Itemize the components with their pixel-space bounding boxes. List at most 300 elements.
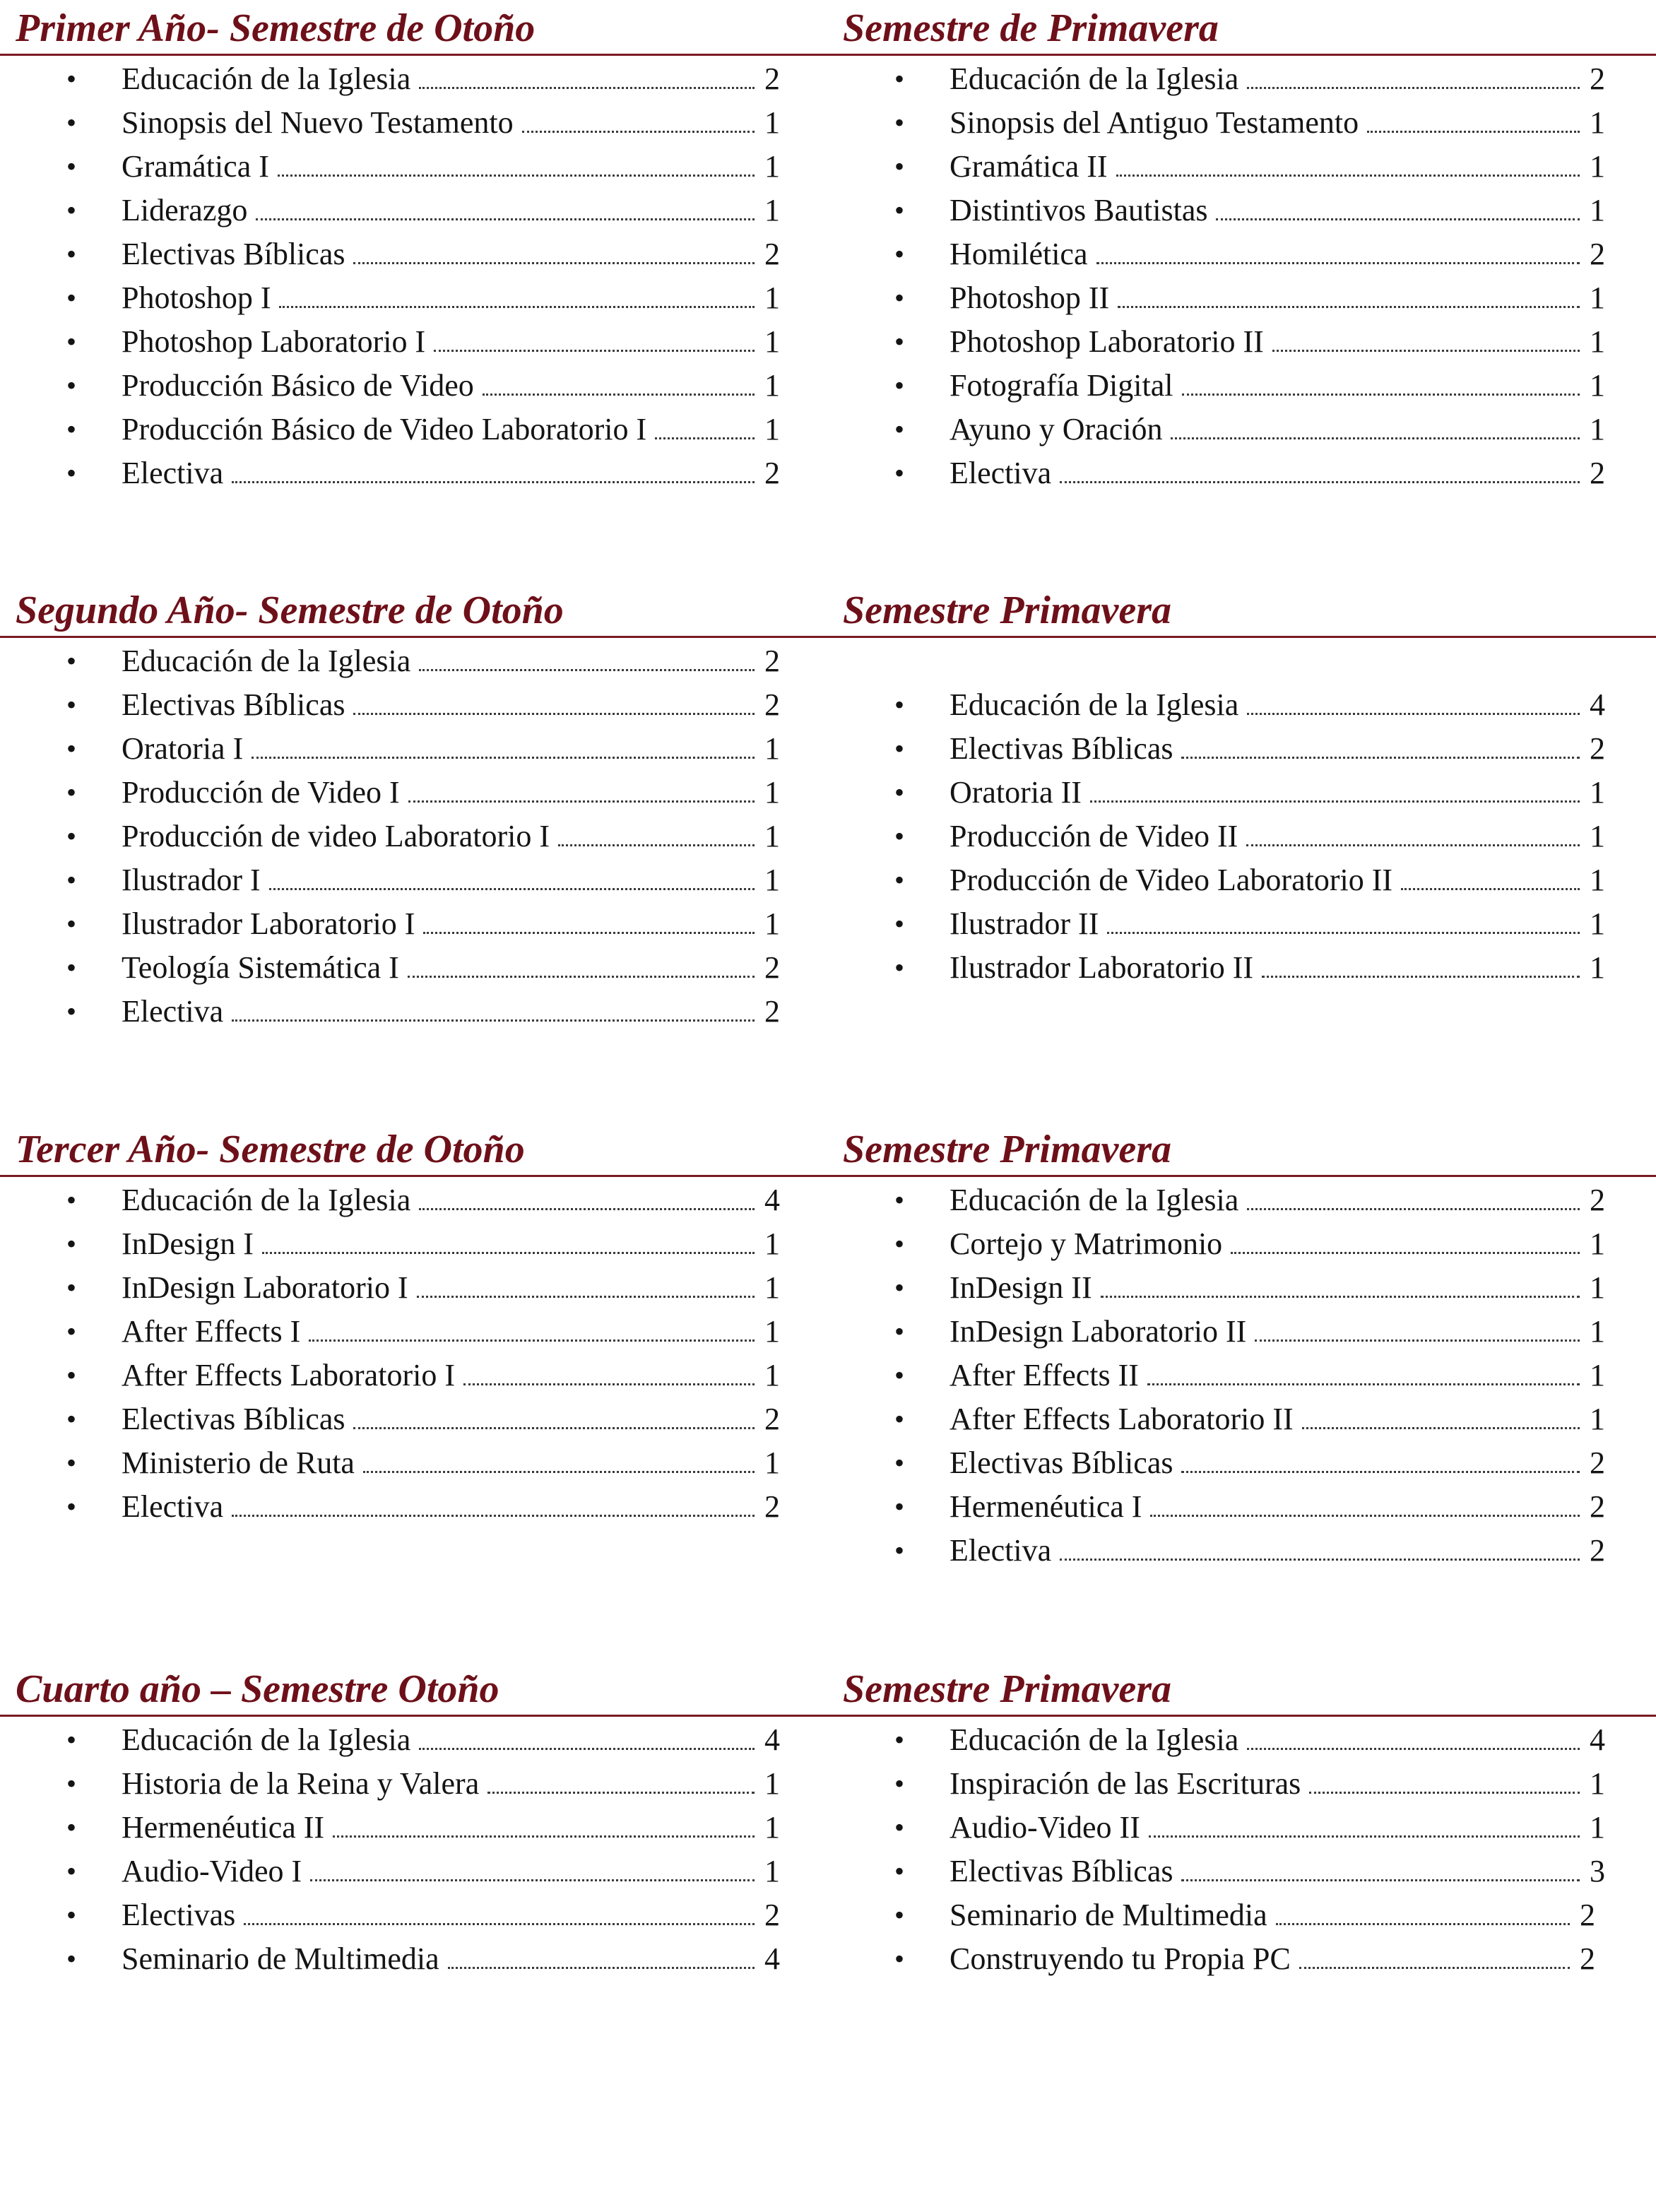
dot-leader [333, 1835, 755, 1838]
course-name: Seminario de Multimedia [122, 1941, 439, 1976]
course-item [0, 1893, 828, 1937]
course-credits: 1 [764, 906, 780, 941]
course-item [0, 771, 828, 815]
dot-leader [1096, 262, 1580, 264]
course-credits: 1 [1590, 906, 1605, 941]
course-credits: 1 [764, 1854, 780, 1888]
bullet-icon: • [66, 282, 77, 314]
course-name: Educación de la Iglesia [950, 61, 1239, 96]
course-name: Electiva [950, 1533, 1052, 1568]
dot-leader [252, 757, 755, 759]
course-credits: 1 [764, 1314, 780, 1349]
dot-leader [434, 350, 755, 352]
course-item [0, 1485, 828, 1529]
dot-leader [353, 262, 755, 264]
dot-leader [419, 1208, 755, 1210]
course-item [0, 320, 828, 364]
course-credits: 4 [764, 1941, 780, 1976]
course-item [0, 1354, 828, 1397]
dot-leader [232, 1515, 755, 1517]
course-name: Audio-Video I [122, 1854, 302, 1888]
dot-leader [1101, 1296, 1580, 1298]
heading-divider [0, 54, 1656, 56]
course-item [828, 1178, 1656, 1222]
course-credits: 2 [1590, 456, 1605, 490]
spring-course-list [828, 1718, 1656, 1981]
course-item [0, 639, 828, 683]
bullet-icon: • [894, 776, 905, 808]
course-name: Producción de video Laboratorio I [122, 819, 550, 853]
bullet-icon: • [894, 864, 905, 896]
bullet-icon: • [66, 1184, 77, 1216]
course-name: Producción de Video II [950, 819, 1238, 853]
course-item [0, 232, 828, 276]
course-name: Producción Básico de Video [122, 368, 474, 403]
dot-leader [558, 844, 755, 846]
dot-leader [1182, 394, 1580, 396]
dot-leader [363, 1471, 755, 1473]
course-item [828, 1310, 1656, 1354]
dot-leader [483, 394, 755, 396]
dot-leader [419, 87, 755, 89]
course-credits: 2 [764, 1489, 780, 1524]
bullet-icon: • [66, 150, 77, 182]
course-name: Historia de la Reina y Valera [122, 1766, 480, 1801]
course-item [0, 1806, 828, 1850]
dot-leader [522, 131, 755, 133]
course-item [828, 451, 1656, 495]
course-name: Homilética [950, 237, 1088, 271]
course-item [828, 232, 1656, 276]
fall-semester-heading: Tercer Año- Semestre de Otoño [16, 1128, 525, 1171]
course-credits: 2 [1590, 1183, 1605, 1217]
course-item [0, 364, 828, 408]
dot-leader [1262, 976, 1580, 978]
course-name: Sinopsis del Antiguo Testamento [950, 105, 1359, 140]
course-item [828, 1397, 1656, 1441]
course-credits: 1 [764, 1270, 780, 1305]
course-name: Seminario de Multimedia [950, 1898, 1267, 1932]
dot-leader [1216, 218, 1580, 220]
bullet-icon: • [66, 645, 77, 677]
fall-course-list [0, 1178, 828, 1529]
dot-leader [232, 1019, 755, 1022]
bullet-icon: • [894, 238, 905, 270]
bullet-icon: • [66, 995, 77, 1027]
course-name: Educación de la Iglesia [122, 1183, 411, 1217]
course-item [828, 902, 1656, 946]
bullet-icon: • [66, 238, 77, 270]
dot-leader [1147, 1383, 1580, 1385]
course-name: Electiva [950, 456, 1052, 490]
course-item [0, 1266, 828, 1310]
course-credits: 4 [764, 1183, 780, 1217]
course-name: Audio-Video II [950, 1810, 1140, 1845]
dot-leader [309, 1339, 755, 1342]
course-item [828, 683, 1656, 727]
course-item [828, 946, 1656, 990]
bullet-icon: • [894, 1491, 905, 1522]
bullet-icon: • [894, 820, 905, 852]
dot-leader [1247, 87, 1580, 89]
course-credits: 4 [1590, 687, 1605, 722]
dot-leader [1060, 1559, 1580, 1561]
course-item [828, 727, 1656, 771]
course-name: Oratoria II [950, 775, 1082, 810]
course-name: Electivas Bíblicas [950, 1854, 1173, 1888]
bullet-icon: • [66, 1943, 77, 1975]
course-item [828, 1529, 1656, 1573]
dot-leader [1107, 932, 1580, 934]
course-name: Electiva [122, 1489, 224, 1524]
bullet-icon: • [894, 1403, 905, 1435]
course-item [0, 1178, 828, 1222]
course-credits: 1 [1590, 819, 1605, 853]
bullet-icon: • [66, 1228, 77, 1260]
bullet-icon: • [66, 1359, 77, 1391]
dot-leader [408, 800, 755, 803]
heading-divider [0, 1715, 1656, 1717]
bullet-icon: • [894, 1768, 905, 1799]
dot-leader [1276, 1923, 1570, 1925]
course-name: After Effects I [122, 1314, 301, 1349]
dot-leader [1231, 1252, 1580, 1254]
dot-leader [269, 888, 755, 890]
course-item [828, 1850, 1656, 1893]
bullet-icon: • [66, 1768, 77, 1799]
bullet-icon: • [66, 1403, 77, 1435]
dot-leader [1247, 713, 1580, 715]
course-credits: 1 [764, 105, 780, 140]
dot-leader [1272, 350, 1580, 352]
bullet-icon: • [66, 107, 77, 138]
bullet-icon: • [894, 369, 905, 401]
course-name: Educación de la Iglesia [950, 1183, 1239, 1217]
bullet-icon: • [66, 369, 77, 401]
course-item [0, 1937, 828, 1981]
course-credits: 1 [1590, 950, 1605, 985]
bullet-icon: • [66, 413, 77, 445]
bullet-icon: • [894, 733, 905, 764]
course-name: Photoshop II [950, 280, 1110, 315]
dot-leader [419, 1748, 755, 1750]
course-credits: 1 [1590, 280, 1605, 315]
bullet-icon: • [894, 908, 905, 940]
course-credits: 2 [1590, 61, 1605, 96]
course-name: Oratoria I [122, 731, 244, 766]
course-item [0, 408, 828, 451]
bullet-icon: • [66, 733, 77, 764]
course-credits: 2 [764, 994, 780, 1029]
bullet-icon: • [66, 1491, 77, 1522]
course-item [0, 990, 828, 1034]
course-name: After Effects Laboratorio II [950, 1402, 1294, 1436]
course-name: Ilustrador I [122, 863, 261, 897]
course-credits: 2 [764, 1402, 780, 1436]
course-credits: 1 [1590, 1314, 1605, 1349]
course-name: Producción Básico de Video Laboratorio I [122, 412, 647, 446]
course-credits: 3 [1590, 1854, 1605, 1888]
course-credits: 2 [764, 1898, 780, 1932]
spring-course-list [828, 57, 1656, 495]
bullet-icon: • [66, 1447, 77, 1479]
dot-leader [1181, 757, 1580, 759]
course-credits: 2 [764, 456, 780, 490]
dot-leader [1116, 175, 1580, 177]
course-name: Ministerio de Ruta [122, 1445, 355, 1480]
dot-leader [1255, 1339, 1580, 1342]
bullet-icon: • [894, 194, 905, 226]
course-name: Electiva [122, 456, 224, 490]
course-name: Photoshop Laboratorio II [950, 324, 1264, 359]
dot-leader [1171, 437, 1580, 439]
course-item [0, 101, 828, 145]
course-item [828, 145, 1656, 189]
course-credits: 1 [1590, 324, 1605, 359]
spring-semester-heading: Semestre Primavera [843, 1667, 1172, 1711]
bullet-icon: • [894, 689, 905, 721]
course-name: Distintivos Bautistas [950, 193, 1208, 227]
semester-section [0, 0, 1656, 551]
dot-leader [1090, 800, 1580, 803]
course-item [828, 771, 1656, 815]
course-item [0, 858, 828, 902]
dot-leader [1401, 888, 1580, 890]
course-item [828, 1937, 1656, 1981]
course-credits: 1 [764, 775, 780, 810]
semester-section [0, 1121, 1656, 1672]
bullet-icon: • [894, 1724, 905, 1756]
course-item [0, 189, 828, 232]
course-item [828, 1762, 1656, 1806]
course-credits: 1 [764, 819, 780, 853]
course-credits: 1 [764, 193, 780, 227]
bullet-icon: • [894, 1447, 905, 1479]
course-name: Photoshop I [122, 280, 271, 315]
course-name: InDesign Laboratorio I [122, 1270, 408, 1305]
bullet-icon: • [894, 1359, 905, 1391]
bullet-icon: • [66, 1899, 77, 1931]
course-item [0, 1718, 828, 1762]
course-name: Electivas Bíblicas [122, 687, 345, 722]
course-credits: 1 [764, 412, 780, 446]
course-name: InDesign I [122, 1226, 254, 1261]
course-item [828, 408, 1656, 451]
bullet-icon: • [66, 1272, 77, 1303]
course-item [828, 320, 1656, 364]
course-name: Liderazgo [122, 193, 248, 227]
course-name: Photoshop Laboratorio I [122, 324, 426, 359]
course-credits: 4 [1590, 1722, 1605, 1757]
dot-leader [1247, 1748, 1580, 1750]
course-name: Electivas Bíblicas [950, 1445, 1173, 1480]
bullet-icon: • [894, 1899, 905, 1931]
dot-leader [1181, 1879, 1580, 1881]
course-credits: 1 [1590, 775, 1605, 810]
course-item [828, 189, 1656, 232]
course-credits: 2 [764, 237, 780, 271]
course-credits: 1 [1590, 1270, 1605, 1305]
course-name: Ilustrador Laboratorio II [950, 950, 1254, 985]
course-item [0, 815, 828, 858]
course-credits: 1 [764, 1445, 780, 1480]
dot-leader [655, 437, 755, 439]
course-item [828, 1266, 1656, 1310]
course-name: Construyendo tu Propia PC [950, 1941, 1291, 1976]
course-item [828, 1806, 1656, 1850]
course-item [0, 727, 828, 771]
course-name: Fotografía Digital [950, 368, 1173, 403]
course-credits: 1 [1590, 105, 1605, 140]
heading-divider [0, 1175, 1656, 1177]
bullet-icon: • [894, 1315, 905, 1347]
bullet-icon: • [66, 952, 77, 983]
course-credits: 1 [764, 1766, 780, 1801]
course-name: Hermenéutica I [950, 1489, 1142, 1524]
dot-leader [1150, 1515, 1580, 1517]
course-item [828, 1222, 1656, 1266]
bullet-icon: • [894, 413, 905, 445]
dot-leader [310, 1879, 755, 1881]
bullet-icon: • [894, 1855, 905, 1887]
course-credits: 2 [764, 687, 780, 722]
course-credits: 1 [1590, 1226, 1605, 1261]
course-item [0, 276, 828, 320]
spring-semester-heading: Semestre de Primavera [843, 6, 1219, 50]
course-name: Producción de Video Laboratorio II [950, 863, 1393, 897]
course-item [0, 145, 828, 189]
bullet-icon: • [66, 1855, 77, 1887]
bullet-icon: • [66, 326, 77, 357]
course-name: Electivas [122, 1898, 236, 1932]
course-item [828, 1893, 1656, 1937]
course-item [0, 1850, 828, 1893]
dot-leader [463, 1383, 755, 1385]
fall-semester-heading: Cuarto año – Semestre Otoño [16, 1667, 499, 1711]
course-credits: 1 [1590, 368, 1605, 403]
bullet-icon: • [894, 150, 905, 182]
course-name: Teología Sistemática I [122, 950, 399, 985]
course-name: Sinopsis del Nuevo Testamento [122, 105, 514, 140]
dot-leader [419, 669, 755, 671]
course-credits: 2 [1590, 731, 1605, 766]
dot-leader [1309, 1792, 1580, 1794]
bullet-icon: • [66, 776, 77, 808]
bullet-icon: • [894, 326, 905, 357]
course-item [828, 815, 1656, 858]
course-name: Producción de Video I [122, 775, 400, 810]
course-name: Electivas Bíblicas [122, 1402, 345, 1436]
fall-course-list [0, 57, 828, 495]
fall-course-list [0, 639, 828, 1034]
spring-semester-heading: Semestre Primavera [843, 589, 1172, 632]
course-name: After Effects II [950, 1358, 1139, 1392]
dot-leader [1181, 1471, 1580, 1473]
dot-leader [256, 218, 755, 220]
dot-leader [1247, 1208, 1580, 1210]
bullet-icon: • [66, 908, 77, 940]
course-credits: 4 [764, 1722, 780, 1757]
course-item [0, 57, 828, 101]
course-credits: 1 [1590, 1402, 1605, 1436]
course-name: Ilustrador II [950, 906, 1099, 941]
course-credits: 1 [1590, 863, 1605, 897]
course-name: Educación de la Iglesia [122, 61, 411, 96]
course-name: Educación de la Iglesia [122, 644, 411, 678]
spring-course-list [828, 1178, 1656, 1573]
course-item [828, 1718, 1656, 1762]
course-credits: 1 [1590, 1358, 1605, 1392]
course-credits: 1 [764, 280, 780, 315]
course-item [828, 57, 1656, 101]
bullet-icon: • [66, 1811, 77, 1843]
bullet-icon: • [894, 63, 905, 95]
dot-leader [448, 1967, 755, 1969]
course-name: Educación de la Iglesia [950, 687, 1239, 722]
heading-divider [0, 636, 1656, 638]
bullet-icon: • [894, 1943, 905, 1975]
course-name: Electivas Bíblicas [122, 237, 345, 271]
course-credits: 1 [764, 1810, 780, 1845]
dot-leader [1118, 306, 1580, 308]
course-item [0, 1762, 828, 1806]
course-name: Inspiración de las Escrituras [950, 1766, 1301, 1801]
course-credits: 1 [1590, 193, 1605, 227]
course-name: After Effects Laboratorio I [122, 1358, 455, 1392]
course-credits: 2 [1590, 237, 1605, 271]
dot-leader [1149, 1835, 1580, 1838]
course-credits: 2 [1580, 1898, 1595, 1932]
course-name: InDesign Laboratorio II [950, 1314, 1247, 1349]
dot-leader [353, 1427, 755, 1429]
course-credits: 1 [764, 1358, 780, 1392]
course-name: Hermenéutica II [122, 1810, 325, 1845]
dot-leader [1246, 844, 1580, 846]
dot-leader [278, 175, 755, 177]
spring-course-list [828, 683, 1656, 990]
course-credits: 1 [764, 731, 780, 766]
bullet-icon: • [66, 63, 77, 95]
course-item [828, 276, 1656, 320]
course-item [0, 1441, 828, 1485]
course-item [828, 364, 1656, 408]
bullet-icon: • [894, 1534, 905, 1566]
dot-leader [1302, 1427, 1580, 1429]
bullet-icon: • [894, 107, 905, 138]
course-name: Educación de la Iglesia [950, 1722, 1239, 1757]
course-item [828, 1441, 1656, 1485]
dot-leader [1299, 1967, 1570, 1969]
bullet-icon: • [66, 457, 77, 489]
course-credits: 2 [1580, 1941, 1595, 1976]
dot-leader [423, 932, 755, 934]
course-item [0, 902, 828, 946]
course-credits: 2 [764, 950, 780, 985]
course-credits: 1 [764, 1226, 780, 1261]
fall-semester-heading: Primer Año- Semestre de Otoño [16, 6, 536, 50]
course-credits: 1 [1590, 1810, 1605, 1845]
course-name: Gramática I [122, 149, 269, 184]
spring-semester-heading: Semestre Primavera [843, 1128, 1172, 1171]
bullet-icon: • [894, 457, 905, 489]
course-item [0, 1397, 828, 1441]
course-credits: 2 [1590, 1533, 1605, 1568]
bullet-icon: • [66, 1724, 77, 1756]
dot-leader [408, 976, 755, 978]
course-credits: 1 [764, 149, 780, 184]
dot-leader [1367, 131, 1580, 133]
dot-leader [279, 306, 755, 308]
